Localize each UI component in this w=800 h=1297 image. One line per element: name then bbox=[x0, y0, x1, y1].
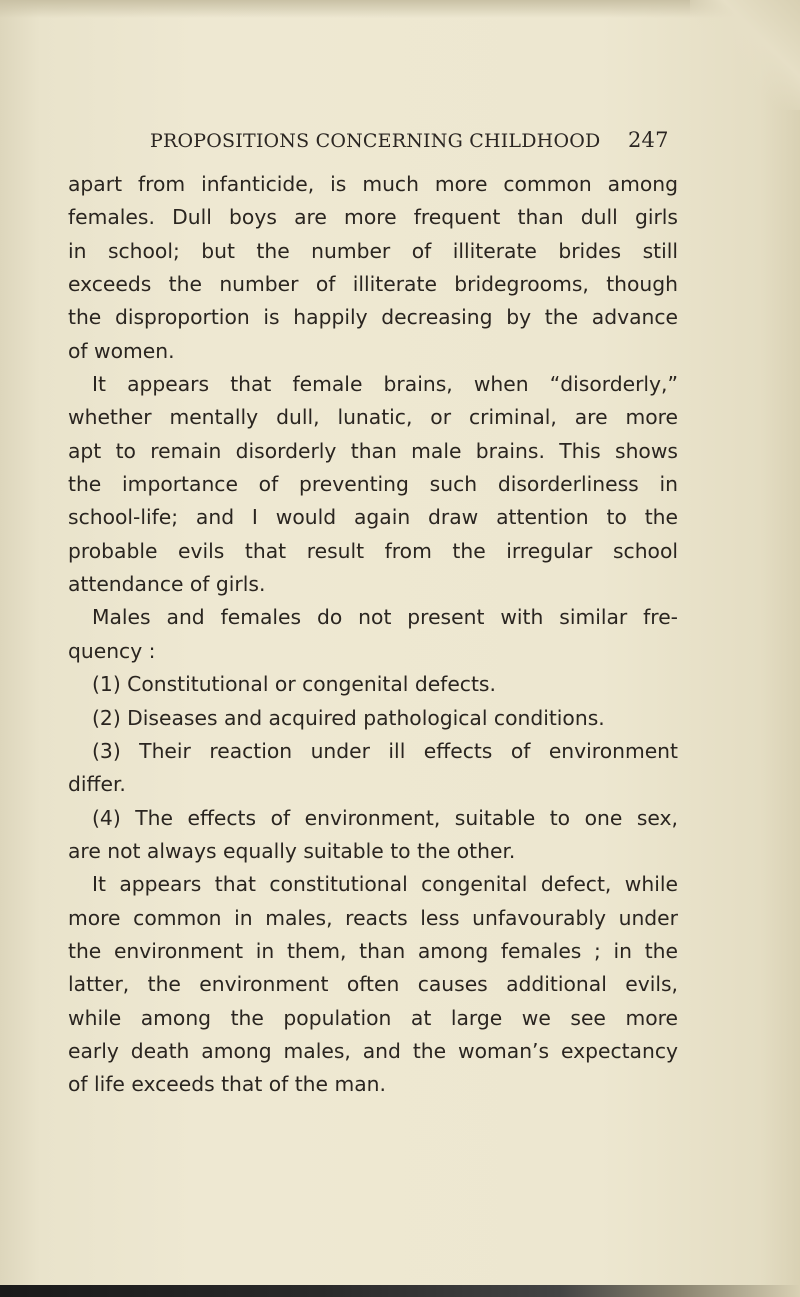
text-line: probable evils that result from the irregular school bbox=[68, 538, 678, 563]
text-line: (3) Their reaction under ill effects of environment bbox=[92, 738, 678, 763]
text-line: differ. bbox=[68, 772, 126, 797]
text-line: of women. bbox=[68, 338, 175, 363]
text-line: Males and females do not present with similar fre- bbox=[92, 605, 678, 630]
top-edge-shadow bbox=[0, 0, 800, 18]
text-line: whether mentally dull, lunatic, or criminal, are more bbox=[68, 405, 678, 430]
body-text bbox=[68, 168, 678, 1102]
text-line: school-life; and I would again draw attention to the bbox=[68, 505, 678, 530]
text-line: latter, the environment often causes additional evils, bbox=[68, 972, 678, 997]
text-line: (1) Constitutional or congenital defects. bbox=[92, 672, 496, 697]
text-line: It appears that female brains, when “disorderly,” bbox=[92, 372, 678, 397]
bottom-edge-shadow bbox=[0, 1285, 800, 1297]
text-line: the environment in them, than among females ; in the bbox=[68, 938, 678, 963]
text-line: exceeds the number of illiterate bridegrooms, though bbox=[68, 272, 678, 297]
text-line: more common in males, reacts less unfavourably under bbox=[68, 905, 678, 930]
text-line: the disproportion is happily decreasing by the advance bbox=[68, 305, 678, 330]
page-corner-shading bbox=[690, 0, 800, 110]
text-line: the importance of preventing such disorderliness in bbox=[68, 472, 678, 497]
text-line: attendance of girls. bbox=[68, 572, 266, 597]
text-line: apt to remain disorderly than male brains. This shows bbox=[68, 438, 678, 463]
text-line: It appears that constitutional congenital defect, while bbox=[92, 872, 678, 897]
text-line: females. Dull boys are more frequent than dull girls bbox=[68, 205, 678, 230]
text-line: of life exceeds that of the man. bbox=[68, 1072, 386, 1097]
text-line: apart from infanticide, is much more common among bbox=[68, 172, 678, 196]
running-head-title: PROPOSITIONS CONCERNING CHILDHOOD bbox=[150, 130, 601, 152]
text-line: quency : bbox=[68, 638, 156, 663]
text-line: in school; but the number of illiterate brides still bbox=[68, 238, 678, 263]
text-line: early death among males, and the woman’s expectancy bbox=[68, 1038, 678, 1063]
text-line: (4) The effects of environment, suitable to one sex, bbox=[92, 805, 678, 830]
text-line: while among the population at large we see more bbox=[68, 1005, 678, 1030]
page-number: 247 bbox=[628, 128, 669, 152]
text-line: are not always equally suitable to the other. bbox=[68, 838, 516, 863]
text-line: (2) Diseases and acquired pathological conditions. bbox=[92, 705, 605, 730]
